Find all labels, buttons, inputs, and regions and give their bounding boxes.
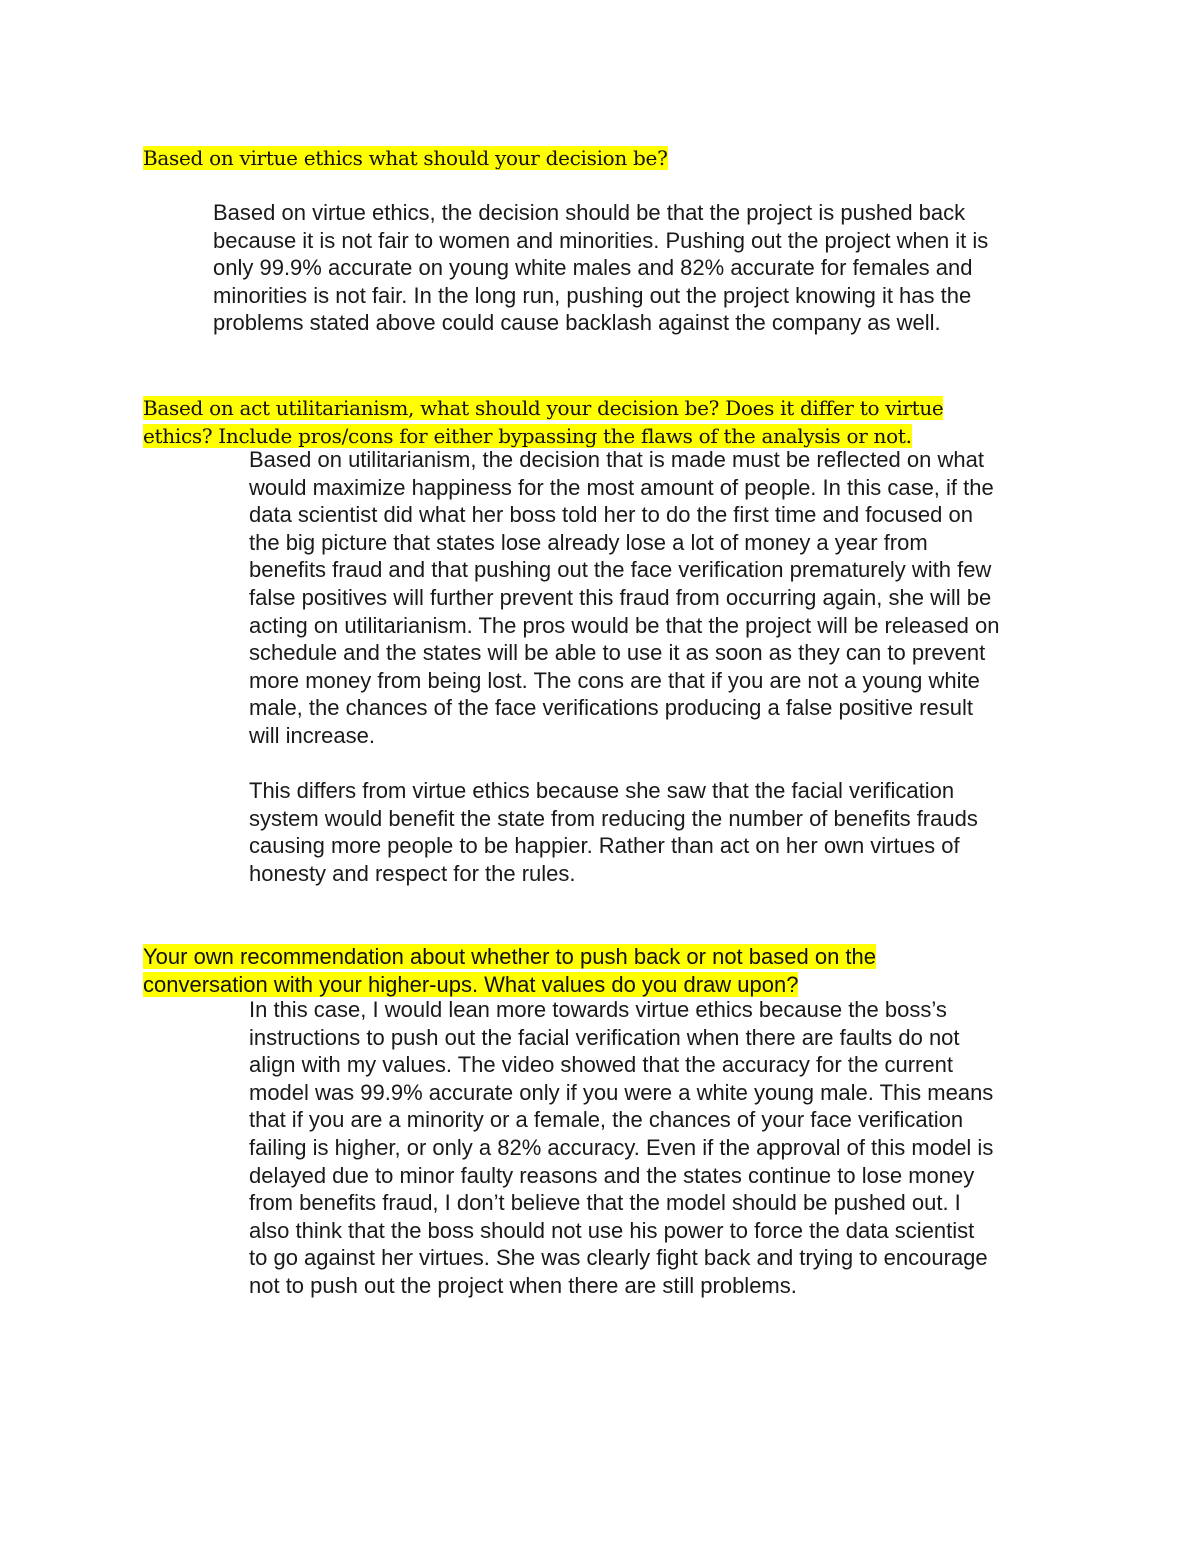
question-1-highlight: Based on virtue ethics what should your decision be? xyxy=(143,146,668,170)
question-1 xyxy=(143,144,973,172)
question-3-highlight: Your own recommendation about whether to push back or not based on the conversation with your higher-ups. What values do you draw upon? xyxy=(143,944,877,997)
answer-1: Based on virtue ethics, the decision should be that the project is pushed back because it is not fair to women and minorities. Pushing out the project when it is only 99.9% accurate on young white males and 82% accurate for females and minorities is not fair. In the long run, pushing out the project knowing it has the problems stated above could cause backlash against the company as well. xyxy=(213,200,989,336)
answer-3: In this case, I would lean more towards virtue ethics because the boss’s instructions to push out the facial verification when there are faults do not align with my values. The video showed that the accuracy for the current model was 99.9% accurate only if you were a white young male. This means that if you are a minority or a female, the chances of your face verification failing is higher, or only a 82% accuracy. Even if the approval of this model is delayed due to minor faulty reasons and the states continue to lose money from benefits fraud, I don’t believe that the model should be pushed out. I also think that the boss should not use his power to force the data scientist to go against her virtues. She was clearly fight back and trying to encourage not to push out the project when there are still problems. xyxy=(249,997,994,1298)
question-3 xyxy=(143,915,973,999)
question-2-highlight: Based on act utilitarianism, what should your decision be? Does it differ to virtue ethics? Include pros/cons for either bypassing the flaws of the analysis or not. xyxy=(143,396,944,448)
answer-2-paragraph-1: Based on utilitarianism, the decision that is made must be reflected on what would maximize happiness for the most amount of people. In this case, if the data scientist did what her boss told her to do the first time and focused on the big picture that states lose already lose a lot of money a year from benefits fraud and that pushing out the face verification prematurely with few false positives will further prevent this fraud from occurring again, she will be acting on utilitarianism. The pros would be that the project will be released on schedule and the states will be able to use it as soon as they can to prevent more money from being lost. The cons are that if you are not a young white male, the chances of the face verifications producing a false positive result will increase. xyxy=(249,447,1000,748)
answer-2-paragraph-2: This differs from virtue ethics because she saw that the facial verification system would benefit the state from reducing the number of benefits frauds causing more people to be happier. Rather than act on her own virtues of honesty and respect for the rules. xyxy=(249,778,978,886)
question-2 xyxy=(143,366,973,450)
